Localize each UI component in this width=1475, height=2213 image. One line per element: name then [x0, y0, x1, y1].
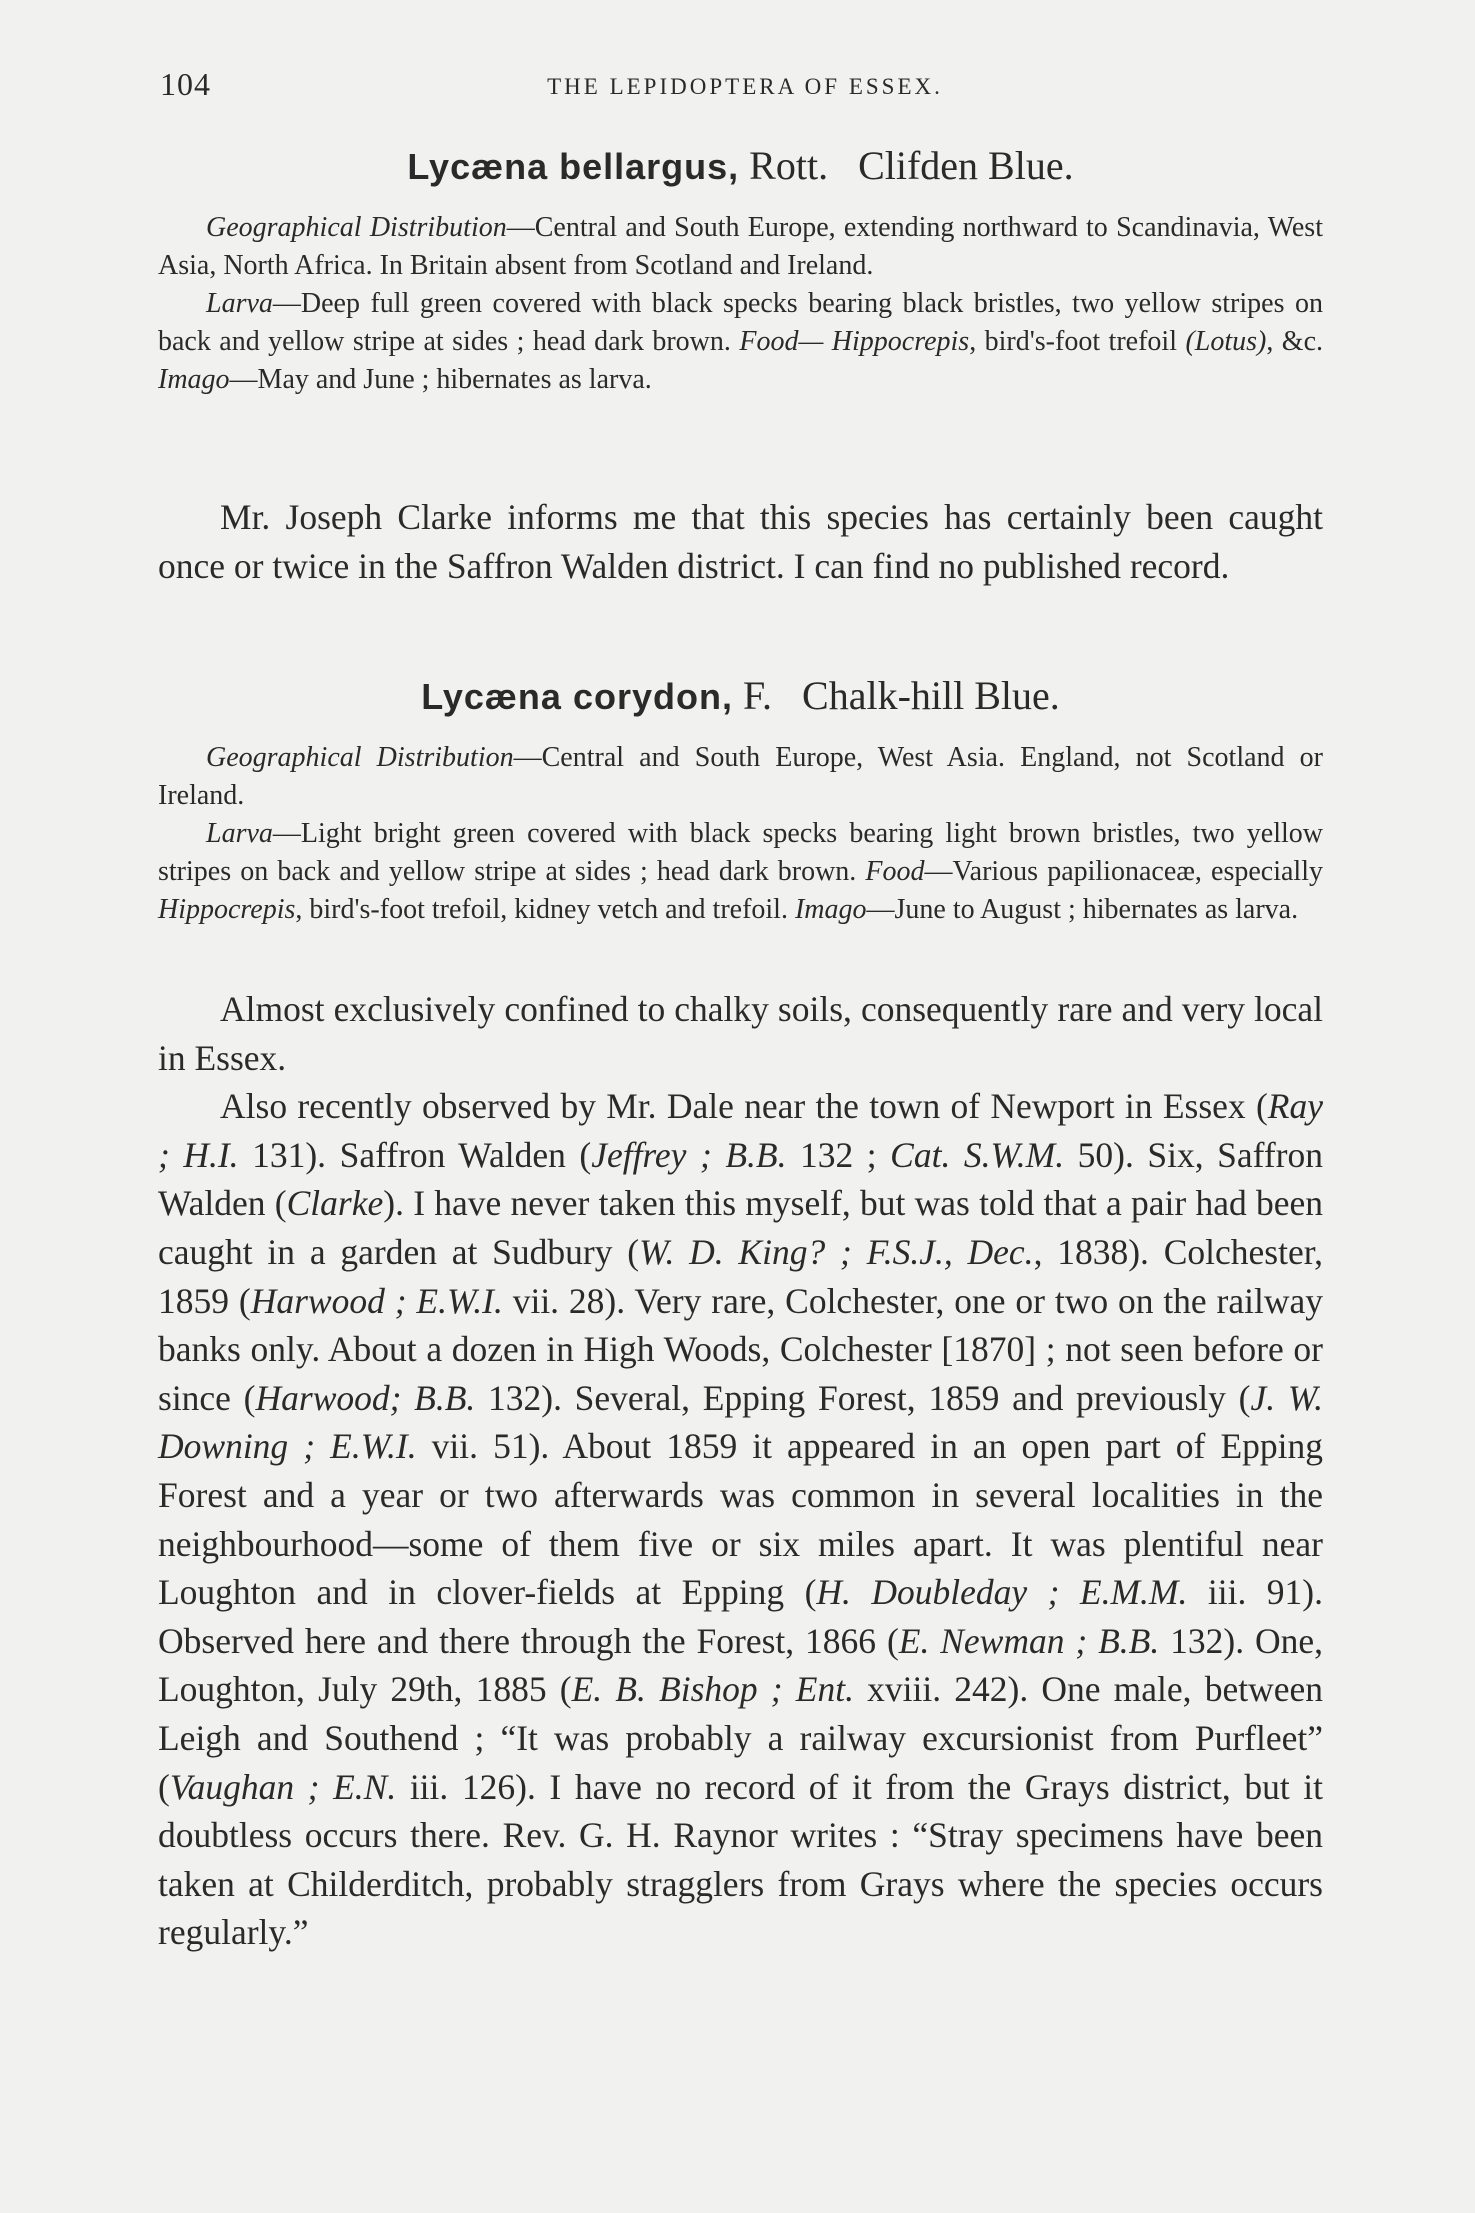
- citation-reference: Vaughan ; E.N.: [169, 1766, 397, 1807]
- species-description-corydon: [158, 739, 1323, 929]
- record-text: , 1838). Colchester, 1859 (: [158, 1231, 1323, 1321]
- common-name: Clifden Blue.: [858, 143, 1074, 188]
- records-paragraph: [158, 1082, 1323, 1957]
- running-title: THE LEPIDOPTERA OF ESSEX.: [547, 74, 943, 99]
- body-paragraph: Mr. Joseph Clarke informs me that this species has certainly been caught once or twice in the Saffron Walden district. I can find no published record.: [158, 497, 1323, 586]
- distribution-label: Geographical Distribution: [206, 742, 514, 773]
- food-text: —Various papilionaceæ, especially: [924, 856, 1323, 887]
- citation-reference: E. B. Bishop ; Ent.: [571, 1669, 854, 1710]
- distribution-label: Geographical Distribution: [206, 212, 507, 243]
- page-number: 104: [160, 66, 211, 102]
- record-text: ). I have never taken this myself, but was told that a pair had been caught in a garden at Sudbury (: [158, 1183, 1323, 1272]
- common-name: Chalk-hill Blue.: [802, 673, 1060, 718]
- species-notes-bellargus: [158, 493, 1323, 590]
- record-text: iii. 91). Observed here and there through the Forest, 1866 (: [158, 1572, 1323, 1661]
- author-name: Rott.: [739, 143, 829, 188]
- body-paragraph: Almost exclusively confined to chalky soils, consequently rare and very local in Essex.: [158, 989, 1323, 1078]
- distribution-text: —Central and South Europe, West Asia. England, not Scotland or Ireland.: [158, 742, 1323, 811]
- record-text: iii. 126). I have no record of it from the Grays district, but it doubtless occurs there. Rev. G. H. Raynor writes : “Stray specimens have been taken at Childerditch, probably stragglers from Grays where the species occurs regularly.”: [158, 1766, 1324, 1953]
- food-text: , &c.: [1266, 326, 1324, 357]
- scientific-name: Lycæna corydon,: [421, 676, 733, 717]
- author-name: F.: [732, 673, 773, 718]
- food-plant: Hippocrepis: [158, 894, 296, 925]
- citation-reference: Harwood ; E.W.I.: [250, 1280, 503, 1321]
- record-text: 132). One, Loughton, July 29th, 1885 (: [158, 1620, 1323, 1710]
- citation-reference: H. Doubleday ; E.M.M.: [816, 1572, 1188, 1613]
- species-heading-corydon: [158, 672, 1323, 719]
- food-text: , bird's-foot trefoil, kidney vetch and trefoil.: [295, 894, 795, 925]
- species-heading-bellargus: [158, 142, 1323, 189]
- citation-reference: J. W. Downing ; E.W.I.: [158, 1377, 1324, 1467]
- larva-text: —Deep full green covered with black specks bearing black bristles, two yellow stripes on back and yellow stripe at sides ; head dark brown.: [158, 288, 1323, 357]
- food-plant: Hippocrepis: [831, 326, 970, 357]
- record-text: 131). Saffron Walden (: [238, 1134, 592, 1175]
- food-label: Food: [865, 856, 925, 887]
- imago-text: —May and June ; hibernates as larva.: [229, 364, 652, 395]
- record-text: xviii. 242). One male, between Leigh and Southend ; “It was probably a railway excursionist from Purfleet” (: [158, 1669, 1323, 1807]
- imago-label: Imago: [158, 364, 230, 395]
- food-plant: (Lotus): [1185, 326, 1267, 357]
- record-text: 132). Several, Epping Forest, 1859 and previously (: [475, 1377, 1251, 1418]
- citation-reference: E. Newman ; B.B.: [898, 1620, 1160, 1661]
- citation-reference: Cat. S.W.M.: [890, 1134, 1065, 1175]
- distribution-paragraph: [158, 209, 1323, 285]
- citation-reference: Harwood; B.B.: [255, 1377, 476, 1418]
- citation-reference: Ray ; H.I.: [158, 1086, 1323, 1175]
- record-text: 132 ;: [786, 1134, 891, 1175]
- scientific-name: Lycæna bellargus,: [407, 146, 740, 187]
- food-label: Food—: [739, 326, 824, 357]
- record-text: vii. 51). About 1859 it appeared in an open part of Epping Forest and a year or two afterwards was common in several localities in the neighbourhood—some of them five or six miles apart. It was plentiful near Loughton and in clover-fields at Epping (: [158, 1426, 1323, 1613]
- species-notes-corydon: [158, 985, 1323, 1957]
- larva-label: Larva: [206, 288, 273, 319]
- food-text: , bird's-foot trefoil: [969, 326, 1186, 357]
- larva-paragraph: [158, 285, 1323, 399]
- larva-label: Larva: [206, 818, 273, 849]
- record-text: vii. 28). Very rare, Colchester, one or two on the railway banks only. About a dozen in High Woods, Colchester [1870] ; not seen before or since (: [158, 1280, 1323, 1418]
- larva-paragraph: [158, 815, 1323, 929]
- citation-reference: W. D. King? ; F.S.J., Dec.: [639, 1231, 1034, 1272]
- distribution-text: —Central and South Europe, extending northward to Scandinavia, West Asia, North Africa. In Britain absent from Scotland and Ireland.: [158, 212, 1323, 281]
- imago-label: Imago: [794, 894, 867, 925]
- citation-reference: Jeffrey ; B.B.: [591, 1134, 787, 1175]
- running-header: [160, 66, 1330, 106]
- larva-text: —Light bright green covered with black specks bearing light brown bristles, two yellow stripes on back and yellow stripe at sides ; head dark brown.: [158, 818, 1323, 887]
- imago-text: —June to August ; hibernates as larva.: [866, 894, 1299, 925]
- species-description-bellargus: [158, 209, 1323, 399]
- distribution-paragraph: [158, 739, 1323, 815]
- record-text: 50). Six, Saffron Walden (: [158, 1134, 1323, 1224]
- citation-reference: Clarke: [286, 1183, 384, 1224]
- record-text: Also recently observed by Mr. Dale near the town of Newport in Essex (: [220, 1086, 1268, 1127]
